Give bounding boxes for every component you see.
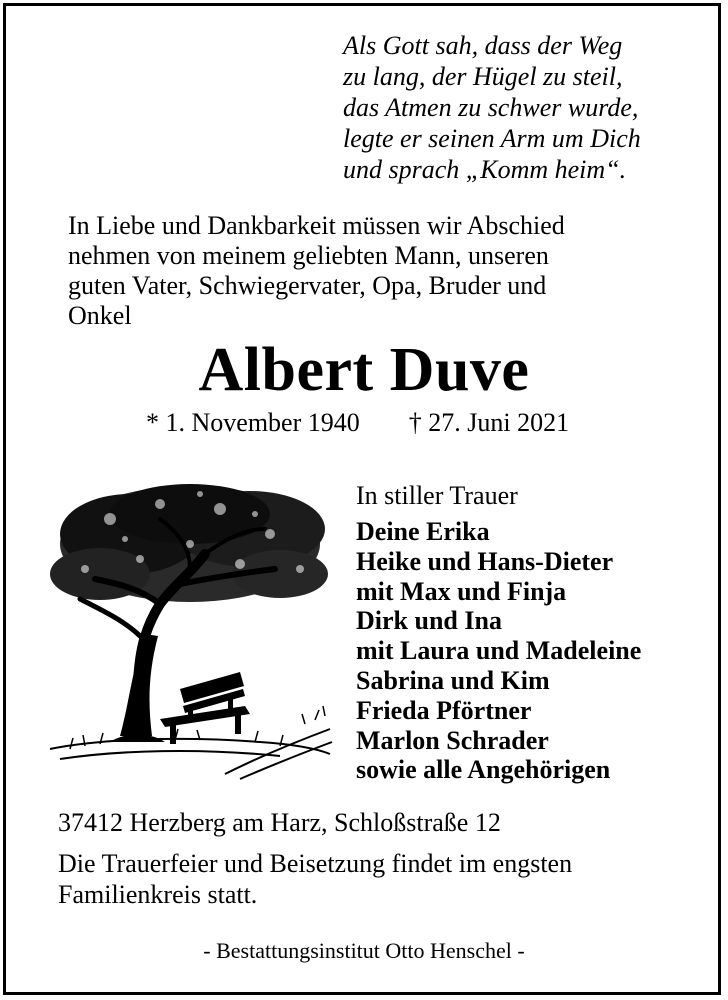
mourner-name: Frieda Pförtner (356, 695, 532, 725)
mourning-heading: In stiller Trauer (356, 481, 518, 510)
address: 37412 Herzberg am Harz, Schloßstraße 12 (58, 808, 501, 837)
intro-line: guten Vater, Schwiegervater, Opa, Bruder und (68, 271, 547, 300)
poem-line: das Atmen zu schwer wurde, (343, 93, 639, 122)
intro-line: nehmen von meinem geliebten Mann, unseren (68, 241, 549, 270)
mourner-name: Heike und Hans-Dieter (356, 546, 614, 576)
intro-line: In Liebe und Dankbarkeit müssen wir Abschied (68, 211, 565, 240)
intro-text (68, 211, 678, 331)
mourner-name: sowie alle Angehörigen (356, 755, 611, 785)
life-dates (146, 406, 569, 440)
poem-line: und sprach „Komm heim“. (343, 155, 627, 184)
intro-line: Onkel (68, 301, 132, 330)
mourner-name: Marlon Schrader (356, 725, 549, 755)
ceremony-line: Familienkreis statt. (58, 880, 258, 909)
death-date: 27. Juni 2021 (428, 408, 570, 437)
mourner-name: mit Max und Finja (356, 576, 567, 606)
poem (343, 30, 713, 185)
mourner-name: Deine Erika (356, 517, 490, 546)
mourner-name: Dirk und Ina (356, 606, 502, 636)
poem-line: zu lang, der Hügel zu steil, (343, 62, 623, 91)
mourner-name: Sabrina und Kim (356, 665, 550, 695)
death-symbol: † (408, 408, 422, 437)
tree-with-bench-icon (40, 474, 338, 784)
poem-line: legte er seinen Arm um Dich (343, 124, 641, 153)
birth-date: 1. November 1940 (165, 408, 360, 437)
birth-symbol: * (146, 408, 159, 437)
mourner-list (356, 517, 641, 785)
ceremony-line: Die Trauerfeier und Beisetzung findet im engsten (58, 849, 573, 878)
funeral-home: - Bestattungsinstitut Otto Henschel - (203, 938, 525, 963)
poem-line: Als Gott sah, dass der Weg (343, 31, 623, 60)
mourner-name: mit Laura und Madeleine (356, 636, 642, 666)
deceased-name: Albert Duve (198, 336, 530, 404)
ceremony-note (58, 848, 572, 910)
